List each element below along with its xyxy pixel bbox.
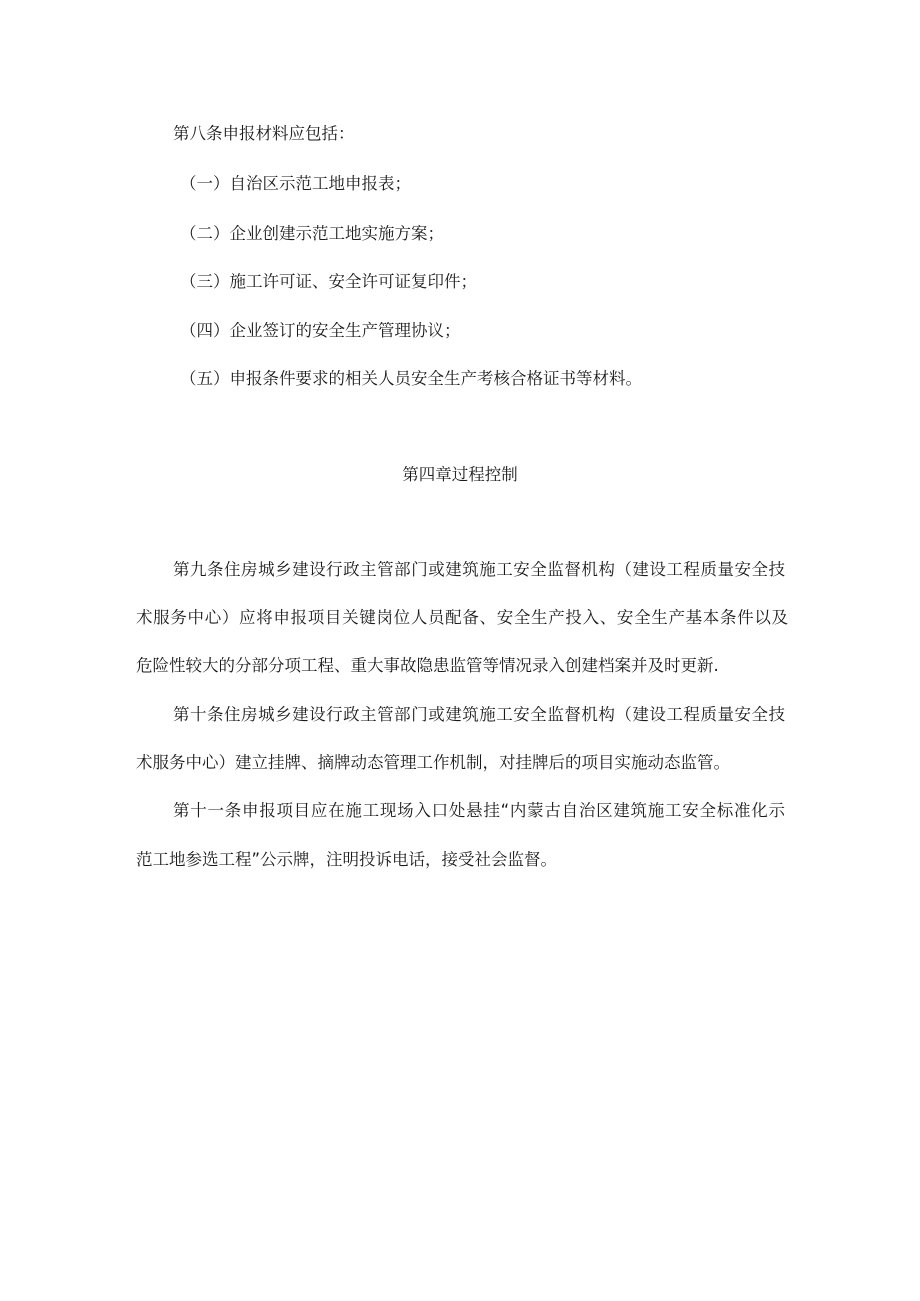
article-8-intro: 第八条申报材料应包括：	[173, 124, 355, 143]
article-8-item-2: （二）企业创建示范工地实施方案；	[180, 224, 444, 243]
article-9-line-3: 危险性较大的分部分项工程、重大事故隐患监管等情况录入创建档案并及时更新.	[136, 656, 719, 675]
article-10-line-1: 第十条住房城乡建设行政主管部门或建筑施工安全监督机构（建设工程质量安全技	[173, 705, 785, 724]
article-9-line-1: 第九条住房城乡建设行政主管部门或建筑施工安全监督机构（建设工程质量安全技	[173, 560, 785, 579]
article-8-item-4: （四）企业签订的安全生产管理协议；	[180, 321, 461, 340]
article-8-item-1: （一）自治区示范工地申报表；	[180, 174, 411, 193]
article-11-line-2: 范工地参选工程”公示牌，注明投诉电话，接受社会监督。	[136, 850, 558, 869]
article-8-item-5: （五）申报条件要求的相关人员安全生产考核合格证书等材料。	[180, 369, 642, 388]
article-8-item-3: （三）施工许可证、安全许可证复印件；	[180, 272, 477, 291]
chapter-4-title: 第四章过程控制	[402, 465, 518, 484]
article-9-line-2: 术服务中心）应将申报项目关键岗位人员配备、安全生产投入、安全生产基本条件以及	[136, 608, 788, 627]
article-11-line-1: 第十一条申报项目应在施工现场入口处悬挂“内蒙古自治区建筑施工安全标准化示	[173, 801, 785, 820]
article-10-line-2: 术服务中心）建立挂牌、摘牌动态管理工作机制，对挂牌后的项目实施动态监管。	[136, 753, 730, 772]
